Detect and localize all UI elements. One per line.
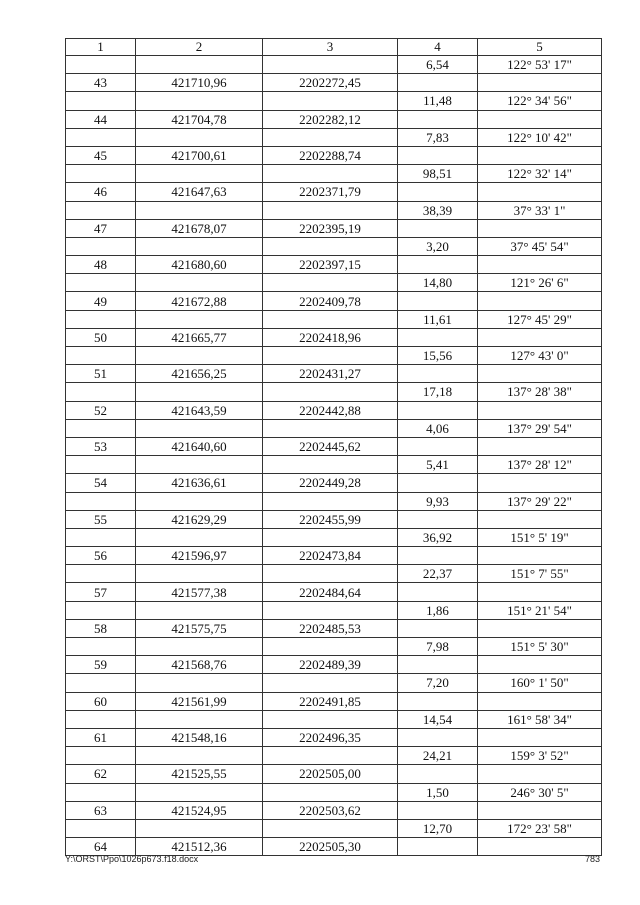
x-coordinate-cell: [136, 92, 263, 110]
table-row: [66, 437, 602, 455]
point-number-cell: 44: [66, 110, 136, 128]
bearing-cell: [478, 219, 602, 237]
distance-cell: [398, 401, 478, 419]
bearing-cell: [478, 474, 602, 492]
table-row: [66, 256, 602, 274]
bearing-cell: 172° 23' 58": [478, 819, 602, 837]
bearing-cell: 160° 1' 50": [478, 674, 602, 692]
distance-cell: [398, 474, 478, 492]
distance-cell: 38,39: [398, 201, 478, 219]
y-coordinate-cell: 2202418,96: [263, 328, 398, 346]
distance-cell: [398, 510, 478, 528]
bearing-cell: [478, 256, 602, 274]
bearing-cell: 137° 28' 38": [478, 383, 602, 401]
x-coordinate-cell: [136, 601, 263, 619]
x-coordinate-cell: 421629,29: [136, 510, 263, 528]
distance-cell: [398, 365, 478, 383]
point-number-cell: [66, 601, 136, 619]
point-number-cell: 52: [66, 401, 136, 419]
coordinates-table: [65, 38, 602, 856]
point-number-cell: [66, 237, 136, 255]
point-number-cell: 46: [66, 183, 136, 201]
distance-cell: 11,61: [398, 310, 478, 328]
table-row: [66, 347, 602, 365]
x-coordinate-cell: 421525,55: [136, 765, 263, 783]
column-header-2: 2: [136, 39, 263, 56]
x-coordinate-cell: [136, 819, 263, 837]
table-row: [66, 456, 602, 474]
point-number-cell: [66, 383, 136, 401]
point-number-cell: 47: [66, 219, 136, 237]
table-row: [66, 638, 602, 656]
table-row: [66, 274, 602, 292]
y-coordinate-cell: 2202395,19: [263, 219, 398, 237]
point-number-cell: [66, 56, 136, 74]
bearing-cell: 151° 21' 54": [478, 601, 602, 619]
table-row: [66, 656, 602, 674]
point-number-cell: [66, 783, 136, 801]
x-coordinate-cell: [136, 456, 263, 474]
point-number-cell: 49: [66, 292, 136, 310]
y-coordinate-cell: [263, 565, 398, 583]
x-coordinate-cell: [136, 310, 263, 328]
y-coordinate-cell: 2202371,79: [263, 183, 398, 201]
distance-cell: 7,83: [398, 128, 478, 146]
table-row: [66, 547, 602, 565]
bearing-cell: [478, 619, 602, 637]
table-row: [66, 92, 602, 110]
y-coordinate-cell: 2202282,12: [263, 110, 398, 128]
table-row: [66, 783, 602, 801]
bearing-cell: [478, 437, 602, 455]
x-coordinate-cell: [136, 419, 263, 437]
point-number-cell: 56: [66, 547, 136, 565]
table-row: [66, 747, 602, 765]
bearing-cell: [478, 838, 602, 856]
x-coordinate-cell: [136, 165, 263, 183]
point-number-cell: [66, 456, 136, 474]
x-coordinate-cell: 421636,61: [136, 474, 263, 492]
x-coordinate-cell: [136, 747, 263, 765]
column-header-1: 1: [66, 39, 136, 56]
table-row: [66, 528, 602, 546]
distance-cell: 24,21: [398, 747, 478, 765]
bearing-cell: 122° 53' 17": [478, 56, 602, 74]
x-coordinate-cell: [136, 383, 263, 401]
x-coordinate-cell: 421524,95: [136, 801, 263, 819]
distance-cell: 22,37: [398, 565, 478, 583]
bearing-cell: 159° 3' 52": [478, 747, 602, 765]
x-coordinate-cell: 421680,60: [136, 256, 263, 274]
y-coordinate-cell: [263, 674, 398, 692]
point-number-cell: 64: [66, 838, 136, 856]
y-coordinate-cell: [263, 347, 398, 365]
table-row: [66, 56, 602, 74]
y-coordinate-cell: [263, 274, 398, 292]
table-row: [66, 146, 602, 164]
y-coordinate-cell: [263, 528, 398, 546]
y-coordinate-cell: 2202485,53: [263, 619, 398, 637]
point-number-cell: 60: [66, 692, 136, 710]
x-coordinate-cell: [136, 128, 263, 146]
table-row: [66, 292, 602, 310]
distance-cell: [398, 728, 478, 746]
distance-cell: [398, 256, 478, 274]
y-coordinate-cell: 2202409,78: [263, 292, 398, 310]
y-coordinate-cell: 2202449,28: [263, 474, 398, 492]
y-coordinate-cell: [263, 783, 398, 801]
bearing-cell: 37° 33' 1": [478, 201, 602, 219]
distance-cell: [398, 692, 478, 710]
point-number-cell: [66, 710, 136, 728]
x-coordinate-cell: [136, 56, 263, 74]
y-coordinate-cell: [263, 92, 398, 110]
x-coordinate-cell: [136, 565, 263, 583]
table-row: [66, 365, 602, 383]
x-coordinate-cell: [136, 710, 263, 728]
table-row: [66, 510, 602, 528]
point-number-cell: [66, 128, 136, 146]
distance-cell: 9,93: [398, 492, 478, 510]
table-row: [66, 401, 602, 419]
point-number-cell: 63: [66, 801, 136, 819]
table-row: [66, 165, 602, 183]
distance-cell: 7,20: [398, 674, 478, 692]
distance-cell: [398, 219, 478, 237]
distance-cell: 5,41: [398, 456, 478, 474]
bearing-cell: 122° 10' 42": [478, 128, 602, 146]
bearing-cell: [478, 765, 602, 783]
x-coordinate-cell: [136, 492, 263, 510]
y-coordinate-cell: 2202503,62: [263, 801, 398, 819]
table-row: [66, 619, 602, 637]
table-row: [66, 383, 602, 401]
distance-cell: 1,86: [398, 601, 478, 619]
point-number-cell: 51: [66, 365, 136, 383]
point-number-cell: 45: [66, 146, 136, 164]
y-coordinate-cell: [263, 601, 398, 619]
x-coordinate-cell: 421704,78: [136, 110, 263, 128]
bearing-cell: [478, 656, 602, 674]
table-row: [66, 474, 602, 492]
table-row: [66, 128, 602, 146]
table-row: [66, 801, 602, 819]
bearing-cell: [478, 692, 602, 710]
x-coordinate-cell: 421672,88: [136, 292, 263, 310]
distance-cell: [398, 437, 478, 455]
column-header-4: 4: [398, 39, 478, 56]
distance-cell: [398, 801, 478, 819]
y-coordinate-cell: 2202491,85: [263, 692, 398, 710]
bearing-cell: [478, 801, 602, 819]
point-number-cell: 62: [66, 765, 136, 783]
table-row: [66, 765, 602, 783]
y-coordinate-cell: 2202445,62: [263, 437, 398, 455]
point-number-cell: 50: [66, 328, 136, 346]
y-coordinate-cell: 2202473,84: [263, 547, 398, 565]
x-coordinate-cell: 421577,38: [136, 583, 263, 601]
distance-cell: [398, 619, 478, 637]
column-header-5: 5: [478, 39, 602, 56]
x-coordinate-cell: 421512,36: [136, 838, 263, 856]
x-coordinate-cell: [136, 783, 263, 801]
x-coordinate-cell: [136, 638, 263, 656]
y-coordinate-cell: [263, 128, 398, 146]
table-row: [66, 674, 602, 692]
y-coordinate-cell: 2202442,88: [263, 401, 398, 419]
bearing-cell: 137° 29' 54": [478, 419, 602, 437]
distance-cell: 3,20: [398, 237, 478, 255]
point-number-cell: [66, 565, 136, 583]
distance-cell: [398, 328, 478, 346]
footer-file-path: Y:\ORST\Ppo\1026p673.f18.docx: [65, 854, 199, 864]
bearing-cell: 122° 34' 56": [478, 92, 602, 110]
distance-cell: [398, 146, 478, 164]
bearing-cell: 137° 28' 12": [478, 456, 602, 474]
y-coordinate-cell: 2202272,45: [263, 74, 398, 92]
x-coordinate-cell: 421678,07: [136, 219, 263, 237]
y-coordinate-cell: [263, 819, 398, 837]
x-coordinate-cell: 421561,99: [136, 692, 263, 710]
y-coordinate-cell: 2202505,00: [263, 765, 398, 783]
point-number-cell: 54: [66, 474, 136, 492]
y-coordinate-cell: [263, 492, 398, 510]
table-row: [66, 110, 602, 128]
point-number-cell: [66, 492, 136, 510]
x-coordinate-cell: [136, 201, 263, 219]
table-row: [66, 819, 602, 837]
table-header-row: [66, 39, 602, 56]
distance-cell: [398, 110, 478, 128]
x-coordinate-cell: [136, 674, 263, 692]
table-row: [66, 583, 602, 601]
x-coordinate-cell: [136, 274, 263, 292]
distance-cell: [398, 765, 478, 783]
y-coordinate-cell: [263, 747, 398, 765]
x-coordinate-cell: [136, 237, 263, 255]
column-header-3: 3: [263, 39, 398, 56]
point-number-cell: 48: [66, 256, 136, 274]
y-coordinate-cell: 2202505,30: [263, 838, 398, 856]
x-coordinate-cell: 421665,77: [136, 328, 263, 346]
bearing-cell: 122° 32' 14": [478, 165, 602, 183]
bearing-cell: [478, 110, 602, 128]
y-coordinate-cell: [263, 419, 398, 437]
x-coordinate-cell: 421568,76: [136, 656, 263, 674]
x-coordinate-cell: 421710,96: [136, 74, 263, 92]
x-coordinate-cell: [136, 347, 263, 365]
point-number-cell: 61: [66, 728, 136, 746]
bearing-cell: 127° 43' 0": [478, 347, 602, 365]
y-coordinate-cell: 2202288,74: [263, 146, 398, 164]
table-row: [66, 565, 602, 583]
point-number-cell: [66, 419, 136, 437]
table-row: [66, 237, 602, 255]
point-number-cell: 57: [66, 583, 136, 601]
point-number-cell: [66, 819, 136, 837]
bearing-cell: [478, 146, 602, 164]
distance-cell: [398, 547, 478, 565]
table-row: [66, 328, 602, 346]
point-number-cell: [66, 347, 136, 365]
point-number-cell: [66, 201, 136, 219]
bearing-cell: 246° 30' 5": [478, 783, 602, 801]
y-coordinate-cell: [263, 310, 398, 328]
table-row: [66, 219, 602, 237]
bearing-cell: 161° 58' 34": [478, 710, 602, 728]
y-coordinate-cell: [263, 383, 398, 401]
x-coordinate-cell: 421548,16: [136, 728, 263, 746]
bearing-cell: [478, 328, 602, 346]
point-number-cell: [66, 310, 136, 328]
distance-cell: 14,80: [398, 274, 478, 292]
bearing-cell: 151° 5' 30": [478, 638, 602, 656]
y-coordinate-cell: [263, 456, 398, 474]
point-number-cell: [66, 274, 136, 292]
point-number-cell: [66, 674, 136, 692]
distance-cell: [398, 838, 478, 856]
table-row: [66, 692, 602, 710]
bearing-cell: 151° 5' 19": [478, 528, 602, 546]
x-coordinate-cell: 421643,59: [136, 401, 263, 419]
bearing-cell: [478, 365, 602, 383]
distance-cell: 11,48: [398, 92, 478, 110]
bearing-cell: 127° 45' 29": [478, 310, 602, 328]
x-coordinate-cell: 421647,63: [136, 183, 263, 201]
y-coordinate-cell: [263, 201, 398, 219]
table-body: [66, 39, 602, 856]
distance-cell: 6,54: [398, 56, 478, 74]
bearing-cell: [478, 547, 602, 565]
point-number-cell: 55: [66, 510, 136, 528]
y-coordinate-cell: 2202455,99: [263, 510, 398, 528]
distance-cell: 14,54: [398, 710, 478, 728]
y-coordinate-cell: 2202484,64: [263, 583, 398, 601]
distance-cell: [398, 583, 478, 601]
point-number-cell: [66, 165, 136, 183]
point-number-cell: [66, 92, 136, 110]
distance-cell: 4,06: [398, 419, 478, 437]
x-coordinate-cell: 421596,97: [136, 547, 263, 565]
x-coordinate-cell: 421640,60: [136, 437, 263, 455]
y-coordinate-cell: [263, 710, 398, 728]
bearing-cell: [478, 728, 602, 746]
table-row: [66, 183, 602, 201]
distance-cell: 15,56: [398, 347, 478, 365]
distance-cell: [398, 656, 478, 674]
x-coordinate-cell: [136, 528, 263, 546]
distance-cell: 1,50: [398, 783, 478, 801]
table-row: [66, 74, 602, 92]
table-row: [66, 710, 602, 728]
point-number-cell: 58: [66, 619, 136, 637]
distance-cell: [398, 74, 478, 92]
bearing-cell: 137° 29' 22": [478, 492, 602, 510]
y-coordinate-cell: 2202397,15: [263, 256, 398, 274]
y-coordinate-cell: [263, 56, 398, 74]
table-row: [66, 419, 602, 437]
point-number-cell: [66, 528, 136, 546]
point-number-cell: [66, 747, 136, 765]
distance-cell: 36,92: [398, 528, 478, 546]
bearing-cell: [478, 183, 602, 201]
distance-cell: 17,18: [398, 383, 478, 401]
bearing-cell: 37° 45' 54": [478, 237, 602, 255]
table-row: [66, 492, 602, 510]
point-number-cell: 43: [66, 74, 136, 92]
x-coordinate-cell: 421700,61: [136, 146, 263, 164]
bearing-cell: 121° 26' 6": [478, 274, 602, 292]
y-coordinate-cell: 2202489,39: [263, 656, 398, 674]
y-coordinate-cell: 2202431,27: [263, 365, 398, 383]
distance-cell: 7,98: [398, 638, 478, 656]
point-number-cell: 53: [66, 437, 136, 455]
distance-cell: 98,51: [398, 165, 478, 183]
x-coordinate-cell: 421656,25: [136, 365, 263, 383]
distance-cell: [398, 292, 478, 310]
bearing-cell: [478, 583, 602, 601]
bearing-cell: [478, 401, 602, 419]
table-row: [66, 310, 602, 328]
bearing-cell: 151° 7' 55": [478, 565, 602, 583]
table-row: [66, 728, 602, 746]
point-number-cell: [66, 638, 136, 656]
point-number-cell: 59: [66, 656, 136, 674]
table-row: [66, 201, 602, 219]
y-coordinate-cell: [263, 165, 398, 183]
y-coordinate-cell: 2202496,35: [263, 728, 398, 746]
bearing-cell: [478, 74, 602, 92]
table-row: [66, 601, 602, 619]
bearing-cell: [478, 292, 602, 310]
footer-page-number: 783: [584, 854, 600, 864]
y-coordinate-cell: [263, 237, 398, 255]
y-coordinate-cell: [263, 638, 398, 656]
x-coordinate-cell: 421575,75: [136, 619, 263, 637]
bearing-cell: [478, 510, 602, 528]
distance-cell: [398, 183, 478, 201]
distance-cell: 12,70: [398, 819, 478, 837]
